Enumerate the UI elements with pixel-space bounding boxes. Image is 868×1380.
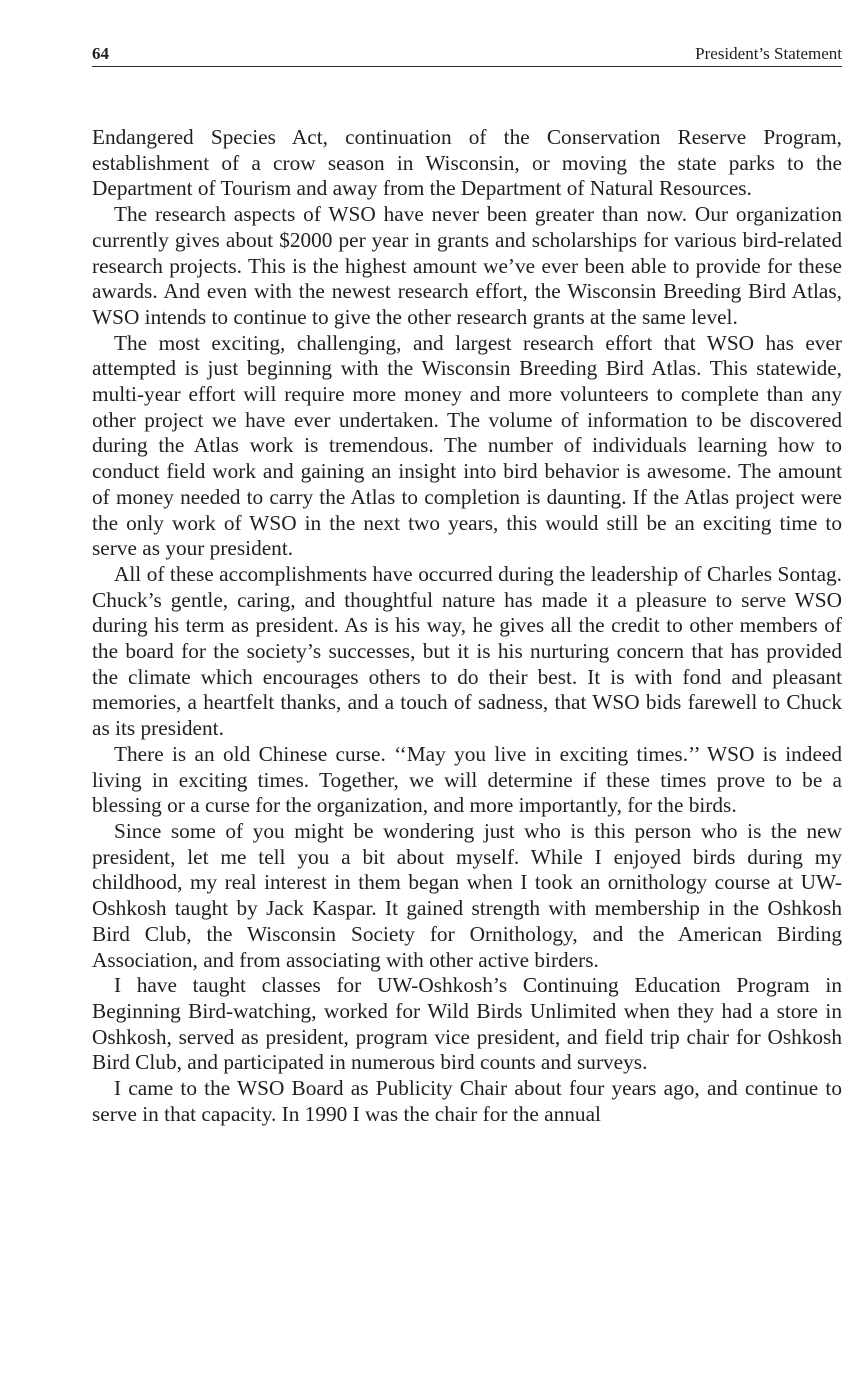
paragraph-new-president: Since some of you might be wondering just who is this person who is the new president, let me tell you a bit about myself. While I enjoyed birds during my childhood, my real interest in them began when I took an ornithology course at UW-Oshkosh taught by Jack Kaspar. It gained strength with membership in the Oshkosh Bird Club, the Wisconsin Society for Ornithology, and the American Birding Association, and from associating with other active birders. [92, 818, 842, 972]
paragraph-classes-taught: I have taught classes for UW-Oshkosh’s Continuing Education Program in Beginning Bird-watching, worked for Wild Birds Unlimited when they had a store in Oshkosh, served as president, program vice president, and field trip chair for Oshkosh Bird Club, and participated in numerous bird counts and surveys. [92, 973, 842, 1075]
paragraph-chinese-curse: There is an old Chinese curse. ‘‘May you live in exciting times.’’ WSO is indeed living in exciting times. Together, we will determine if these times prove to be a blessing or a curse for the organization, and more importantly, for the birds. [92, 741, 842, 818]
paragraph-breeding-bird-atlas: The most exciting, challenging, and largest research effort that WSO has ever attempted is just beginning with the Wisconsin Breeding Bird Atlas. This statewide, multi-year effort will require more money and more volunteers to complete than any other project we have ever undertaken. The volume of information to be discovered during the Atlas work is tremendous. The number of individuals learning how to conduct field work and gaining an insight into bird behavior is awesome. The amount of money needed to carry the Atlas to completion is daunting. If the Atlas project were the only work of WSO in the next two years, this would still be an exciting time to serve as your president. [92, 330, 842, 561]
paragraph-continuation: Endangered Species Act, continuation of the Conservation Reserve Program, establishment of a crow season in Wisconsin, or moving the state parks to the Department of Tourism and away from the Department of Natural Resources. [92, 125, 842, 201]
paragraph-research-aspects: The research aspects of WSO have never been greater than now. Our organization currently gives about $2000 per year in grants and scholarships for various bird-related research projects. This is the highest amount we’ve ever been able to provide for these awards. And even with the newest research effort, the Wisconsin Breeding Bird Atlas, WSO intends to continue to give the other research grants at the same level. [92, 202, 842, 329]
body-text [92, 125, 842, 1127]
paragraph-wso-board: I came to the WSO Board as Publicity Chair about four years ago, and continue to serve in that capacity. In 1990 I was the chair for the annual [92, 1076, 842, 1126]
running-title: President’s Statement [695, 44, 842, 63]
running-header [92, 42, 842, 67]
page-number: 64 [92, 44, 109, 63]
paragraph-charles-sontag: All of these accomplishments have occurred during the leadership of Charles Sontag. Chuck’s gentle, caring, and thoughtful nature has made it a pleasure to serve WSO during his term as president. As is his way, he gives all the credit to other members of the board for the society’s successes, but it is his nurturing concern that has provided the climate which encourages others to do their best. It is with fond and pleasant memories, a heartfelt thanks, and a touch of sadness, that WSO bids farewell to Chuck as its president. [92, 561, 842, 741]
